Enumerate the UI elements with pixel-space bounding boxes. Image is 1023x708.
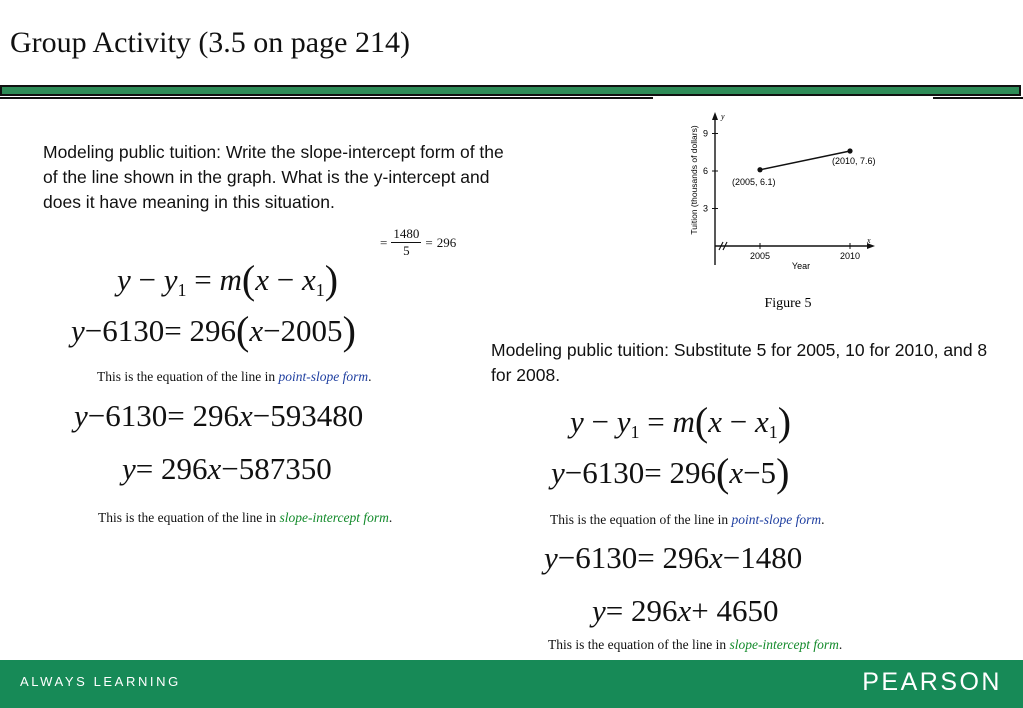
var-x: x [207, 451, 222, 486]
right-caption-point-slope [550, 512, 824, 528]
divider-line-right [933, 97, 1023, 99]
slope-fraction [391, 226, 421, 259]
op-minus: − [138, 262, 156, 297]
eq-tail: + 4650 [691, 593, 779, 628]
header-divider-bar [0, 85, 1021, 96]
caption-text: This is the equation of the line in [98, 510, 280, 525]
var-y: y [117, 262, 131, 297]
slope-equals-1: = [380, 234, 388, 250]
slope-calculation [380, 226, 456, 259]
left-problem-text: Modeling public tuition: Write the slope-intercept form of the of the line shown in the graph. What is the y-intercept and does it have meaning in this situation. [43, 142, 504, 212]
paren-right: ) [776, 450, 790, 495]
var-y: y [71, 313, 85, 348]
paren-right: ) [777, 399, 792, 444]
var-y: y [122, 451, 136, 486]
left-eq-point-slope-general [117, 257, 339, 302]
eq-middle: −6130= 296 [87, 398, 239, 433]
paren-left: ( [694, 399, 709, 444]
paren-right: ) [342, 308, 356, 353]
sub-1: 1 [315, 280, 325, 300]
slope-equals-2: = [425, 234, 433, 250]
eq-middle: = 296 [135, 451, 208, 486]
tuition-line-graph [655, 100, 933, 325]
right-eq-point-slope [551, 450, 790, 495]
caption-text: This is the equation of the line in [548, 637, 730, 652]
caption-period: . [368, 369, 372, 384]
var-x: x [249, 313, 264, 348]
sub-1: 1 [630, 422, 640, 442]
op-minus: − [591, 404, 609, 439]
x-axis-label: Year [791, 261, 811, 271]
x-tick-label: 2010 [839, 251, 861, 261]
caption-period: . [821, 512, 825, 527]
right-eq-point-slope-general [570, 399, 792, 444]
y-axis-letter: y [721, 112, 725, 121]
sub-1: 1 [768, 422, 778, 442]
var-y1: y [616, 404, 631, 439]
paren-left: ( [241, 257, 256, 302]
var-m: m [672, 404, 695, 439]
divider-line-left [0, 97, 653, 99]
eq-tail: −593480 [252, 398, 364, 433]
eq-tail: −5 [743, 455, 777, 490]
footer-tagline: ALWAYS LEARNING [20, 674, 181, 689]
slope-denominator: 5 [403, 243, 410, 258]
var-m: m [219, 262, 242, 297]
right-problem-text: Modeling public tuition: Substitute 5 for 2005, 10 for 2010, and 8 for 2008. [491, 340, 988, 385]
slope-result: 296 [436, 234, 457, 250]
caption-text: This is the equation of the line in [97, 369, 279, 384]
caption-highlight: point-slope form [731, 512, 822, 527]
left-caption-slope-intercept [98, 510, 392, 526]
paren-right: ) [324, 257, 339, 302]
caption-highlight: slope-intercept form [279, 510, 389, 525]
paren-left: ( [715, 450, 730, 495]
y-tick-label: 9 [702, 128, 708, 139]
y-tick-label: 3 [702, 203, 708, 214]
paren-left: ( [235, 308, 250, 353]
var-y: y [592, 593, 606, 628]
var-x1: x [301, 262, 316, 297]
caption-period: . [388, 510, 393, 525]
op-minus: − [729, 404, 748, 439]
var-x: x [729, 455, 744, 490]
y-axis-label: Tuition (thousands of dollars) [689, 125, 699, 235]
var-y: y [544, 540, 558, 575]
var-y: y [570, 404, 584, 439]
right-eq-expanded [544, 540, 802, 576]
figure-caption: Figure 5 [764, 296, 812, 311]
footer-bar [0, 660, 1023, 708]
brand-logo: PEARSON [862, 668, 1002, 696]
var-x: x [708, 540, 723, 575]
eq-tail: −2005 [263, 313, 343, 348]
caption-highlight: slope-intercept form [729, 637, 839, 652]
var-y: y [74, 398, 88, 433]
eq-middle: −6130= 296 [84, 313, 236, 348]
caption-period: . [838, 637, 843, 652]
eq-tail: −1480 [722, 540, 803, 575]
data-point-2005 [757, 167, 762, 172]
var-x: x [238, 398, 253, 433]
eq-middle: −6130= 296 [557, 540, 709, 575]
var-y: y [551, 455, 565, 490]
var-x: x [708, 404, 722, 439]
eq-middle: −6130= 296 [564, 455, 716, 490]
y-tick-label: 6 [702, 166, 708, 176]
caption-text: This is the equation of the line in [550, 512, 732, 527]
var-y1: y [163, 262, 178, 297]
right-caption-slope-intercept [548, 637, 842, 653]
left-eq-expanded [74, 398, 363, 434]
var-x1: x [754, 404, 769, 439]
point-label-2005: (2005, 6.1) [732, 176, 776, 187]
slide-title: Group Activity (3.5 on page 214) [10, 26, 410, 59]
var-x: x [255, 262, 269, 297]
op-minus: − [276, 262, 295, 297]
eq-middle: = 296 [605, 593, 678, 628]
op-equals: = [194, 262, 212, 297]
right-eq-slope-intercept [592, 593, 779, 629]
point-label-2010: (2010, 7.6) [832, 156, 876, 166]
caption-highlight: point-slope form [278, 369, 369, 384]
op-equals: = [647, 404, 665, 439]
var-x: x [677, 593, 692, 628]
slope-numerator: 1480 [393, 226, 420, 241]
data-point-2010 [847, 148, 852, 153]
sub-1: 1 [177, 280, 187, 300]
x-axis-letter: x [867, 236, 871, 245]
x-tick-label: 2005 [749, 251, 771, 261]
left-caption-point-slope [97, 369, 371, 385]
eq-tail: −587350 [221, 451, 332, 486]
left-eq-slope-intercept [122, 451, 332, 487]
left-eq-point-slope [71, 308, 356, 353]
